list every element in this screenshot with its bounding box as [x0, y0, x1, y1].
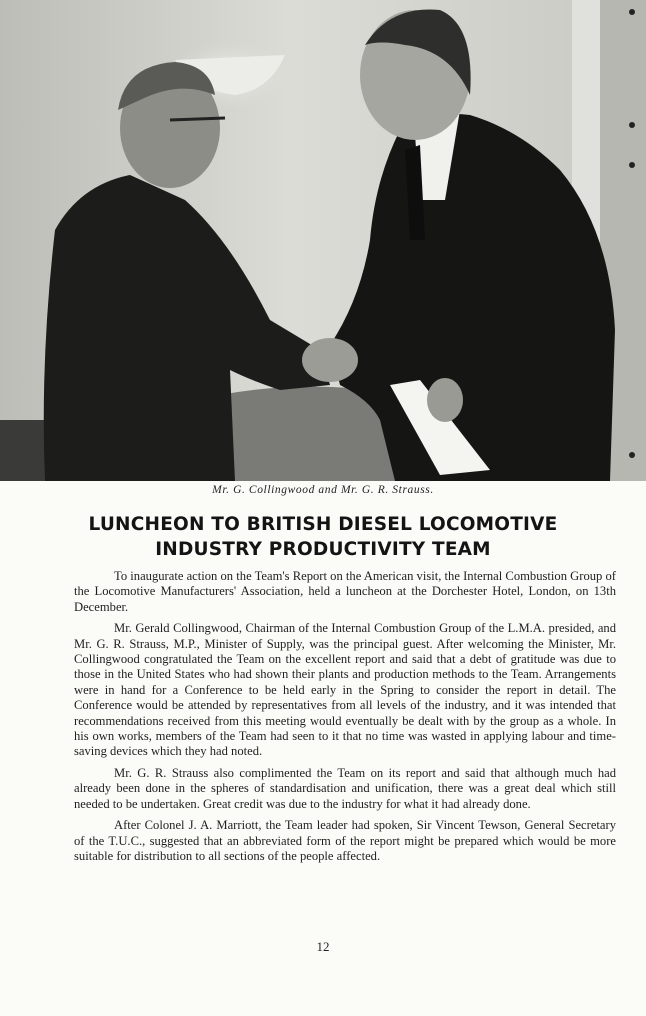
- article-headline: [0, 512, 646, 562]
- headline-line: LUNCHEON TO BRITISH DIESEL LOCOMOTIVE: [88, 514, 558, 535]
- article-body: [74, 569, 616, 870]
- photograph: [0, 0, 646, 481]
- handshake: [302, 338, 358, 382]
- paragraph: Mr. Gerald Collingwood, Chairman of the Internal Combustion Group of the L.M.A. presided, and Mr. G. R. Strauss, M.P., Minister of Supply, was the principal guest. After welcoming the Minister, Mr. Collingwood congratulated the Team on the excellent report and said that a debt of gratitude was due to those in the United States who had shown their plants and production methods to the Team. Arrangements were in hand for a Conference to be held early in the Spring to consider the report in detail. The Conference would be attended by representatives from all levels of the industry, and it was intended that recommendations received from this meeting would eventually be dealt with by the group as a whole. In his own works, members of the Team had seen to it that no time was wasted in applying labour and time-saving devices which they had noted.: [74, 621, 616, 759]
- photo-two-men-shaking-hands: [0, 0, 646, 481]
- page-number: 12: [316, 939, 330, 954]
- paragraph: After Colonel J. A. Marriott, the Team leader had spoken, Sir Vincent Tewson, General Secretary of the T.U.C., suggested that an abbreviated form of the report might be prepared which would be more suitable for distribution to all sections of the people affected.: [74, 818, 616, 863]
- headline-line: INDUSTRY PRODUCTIVITY TEAM: [155, 539, 491, 560]
- glasses: [170, 118, 225, 120]
- paragraph: Mr. G. R. Strauss also complimented the Team on its report and said that although much had already been done in the spheres of standardisation and unification, there was a great deal which still needed to be undertaken. Great credit was due to the industry for what it had already done.: [74, 765, 616, 811]
- paragraph: To inaugurate action on the Team's Report on the American visit, the Internal Combustion Group of the Locomotive Manufacturers' Association, held a luncheon at the Dorchester Hotel, London, on 13th December.: [74, 569, 616, 614]
- photo-caption: Mr. G. Collingwood and Mr. G. R. Strauss.: [212, 484, 434, 496]
